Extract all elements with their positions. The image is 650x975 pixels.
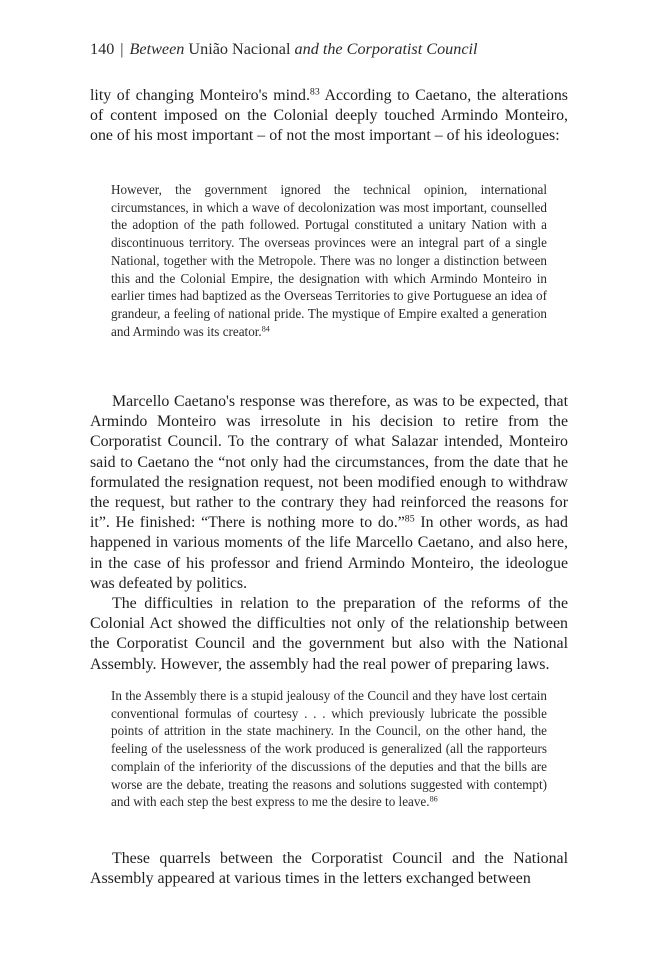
running-header bbox=[90, 38, 478, 60]
paragraph-text: According to Caetano, the alterations of content imposed on the Colonial deeply touched Armindo Monteiro, one of his most important – of not the most important – of his ideologues: bbox=[90, 87, 568, 145]
footnote-ref-84: 84 bbox=[261, 323, 270, 333]
body-paragraphs-middle bbox=[90, 392, 568, 675]
footnote-ref-86: 86 bbox=[429, 794, 438, 804]
header-separator: | bbox=[120, 40, 124, 58]
quote-text: However, the government ignored the technical opinion, international circumstances, in which a wave of decolonization was most important, counselled the adoption of the path followed. Portugal constituted a unitary Nation with a discontinuous territory. The overseas provinces were an integral part of a single National, together with the Metropole. There was no longer a distinction between this and the Colonial Empire, the designation with which Armindo Monteiro in earlier times had baptized as the Overseas Territories to give Portuguese an idea of grandeur, a feeling of national pride. The mystique of Empire exalted a generation and Armindo was its creator. bbox=[111, 182, 547, 339]
paragraph-text: Marcello Caetano's response was therefore, as was to be expected, that Armindo Monteiro was irresolute in his decision to retire from the Corporatist Council. To the contrary of what Salazar intended, Monteiro said to Caetano the “not only had the circumstances, from the date that he formulated the resignation request, not been modified enough to withdraw the request, but rather to the contrary they had reinforced the reasons for it”. He finished: “There is nothing more to do.” bbox=[90, 393, 568, 532]
footnote-ref-85: 85 bbox=[404, 513, 415, 525]
header-title-italic-2: and the Corporatist Council bbox=[294, 40, 478, 58]
quote-text: In the Assembly there is a stupid jealousy of the Council and they have lost certain conventional formulas of courtesy . . . which previously lubricate the possible points of attrition in the state machinery. In the Council, on the other hand, the feeling of the uselessness of the work produced is generalized (all the rapporteurs complain of the inferiority of the discussions of the deputies and that the bills are worse are the debate, treating the reasons and solutions suggested with contempt) and with each step the best express to me the desire to leave. bbox=[111, 688, 547, 810]
paragraph-text: The difficulties in relation to the preparation of the reforms of the Colonial Act showed the difficulties not only of the relationship between the Corporatist Council and the government but also with the National Assembly. However, the assembly had the real power of preparing laws. bbox=[90, 595, 568, 673]
paragraph-text: These quarrels between the Corporatist Council and the National Assembly appeared at various times in the letters exchanged between bbox=[90, 850, 568, 888]
footnote-ref-83: 83 bbox=[309, 86, 320, 98]
header-title-roman: União Nacional bbox=[188, 40, 291, 58]
block-quote-2 bbox=[111, 687, 547, 811]
page-number: 140 bbox=[90, 40, 115, 58]
header-title-italic-1: Between bbox=[129, 40, 185, 58]
body-paragraph-continued bbox=[90, 86, 568, 147]
block-quote-1 bbox=[111, 181, 547, 340]
body-paragraph-final bbox=[90, 849, 568, 889]
paragraph-text: lity of changing Monteiro's mind. bbox=[90, 87, 310, 104]
paragraph-text: In other words, as had happened in various moments of the life Marcello Caetano, and also here, in the case of his professor and friend Armindo Monteiro, the ideologue was defeated by politics. bbox=[90, 514, 569, 592]
